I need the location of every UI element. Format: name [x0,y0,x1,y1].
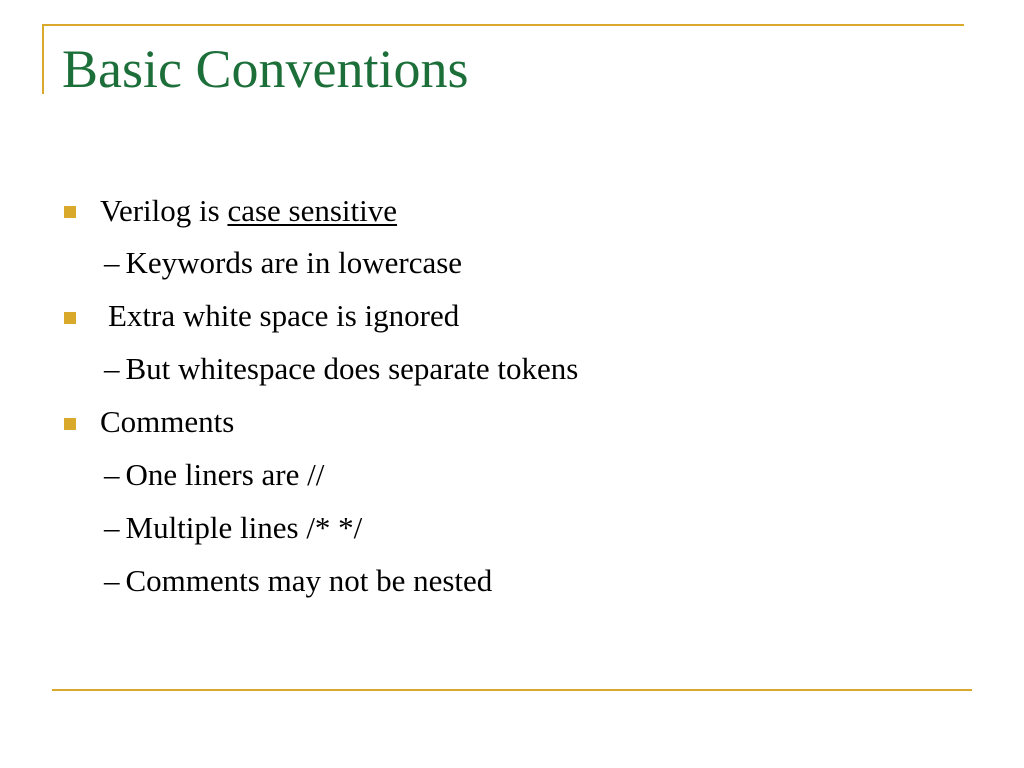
sub-item-text: Comments may not be nested [125,563,493,598]
sub-item-text: But whitespace does separate tokens [125,351,579,386]
emphasis-text: case sensitive [227,193,398,228]
dash-icon: – [104,563,120,598]
slide-title: Basic Conventions [62,39,469,99]
square-bullet-icon [64,312,76,324]
bullet-text: Verilog is [100,193,228,228]
square-bullet-icon [64,418,76,430]
square-bullet-icon [64,206,76,218]
dash-icon: – [104,351,120,386]
bullet-item-case-sensitive [100,193,397,229]
bottom-rule [52,689,972,691]
sub-item-not-nested [104,563,492,599]
bullet-text: Comments [100,404,235,439]
sub-item-keywords [104,245,462,281]
sub-item-separate-tokens [104,351,578,387]
dash-icon: – [104,457,120,492]
dash-icon: – [104,510,120,545]
sub-item-text: Keywords are in lowercase [125,245,463,280]
bullet-text: Extra white space is ignored [108,298,460,333]
sub-item-multiple-lines [104,510,362,546]
sub-item-text: Multiple lines /* */ [125,510,363,545]
bullet-item-comments [100,404,234,440]
bullet-item-whitespace [108,298,459,334]
dash-icon: – [104,245,120,280]
sub-item-one-liners [104,457,324,493]
sub-item-text: One liners are // [125,457,325,492]
